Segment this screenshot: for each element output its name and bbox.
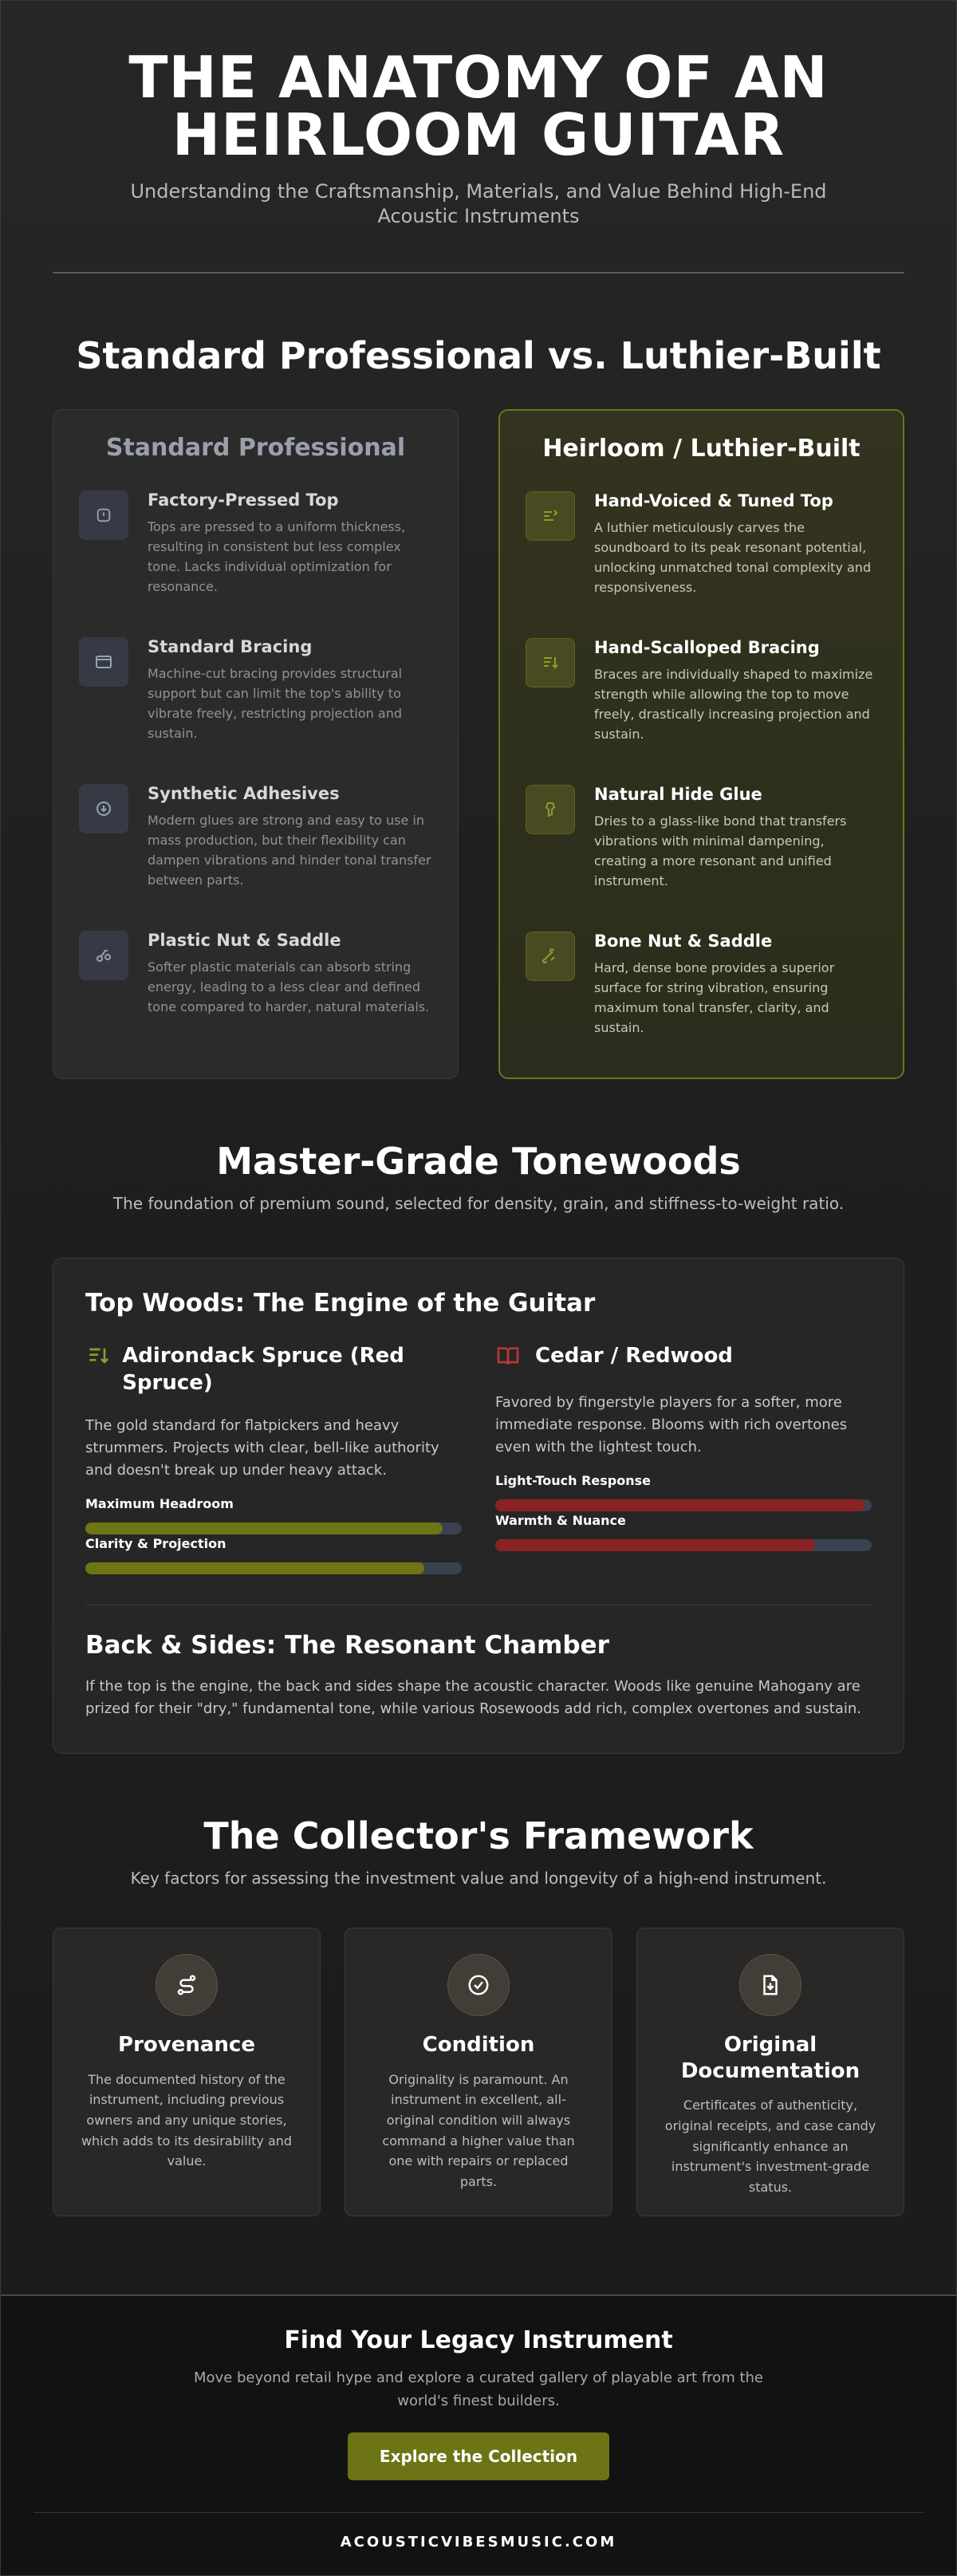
feature-title: Natural Hide Glue xyxy=(594,785,762,805)
collector-card-title: Original Documentation xyxy=(680,2033,861,2083)
footer-title: Find Your Legacy Instrument xyxy=(284,2326,673,2354)
meter-bar xyxy=(85,1522,462,1534)
feature-text: Modern glues are strong and easy to use in mass production, but their flexibility can dampen vibrations and hinder tonal transfer between parts. xyxy=(148,813,431,888)
feature-item xyxy=(79,931,432,1077)
tonewoods-card xyxy=(53,1258,904,1754)
sort-icon xyxy=(85,1343,111,1374)
check-circle-icon xyxy=(447,1954,510,2016)
page-title xyxy=(80,44,877,168)
collector-card-documentation xyxy=(636,1928,904,2216)
heirloom-heading: Heirloom / Luthier-Built xyxy=(542,435,861,463)
divider xyxy=(53,272,904,274)
wood-name: Cedar / Redwood xyxy=(535,1344,733,1369)
title-line-1: THE ANATOMY OF AN xyxy=(128,44,829,111)
bike-icon xyxy=(79,931,128,980)
window-icon xyxy=(79,637,128,687)
meter xyxy=(85,1536,462,1574)
meter-label: Warmth & Nuance xyxy=(495,1512,626,1528)
collector-card-text: Originality is paramount. An instrument in excellent, all-original condition will always command a higher value than one with repairs or replaced parts. xyxy=(382,2071,575,2189)
collector-cards xyxy=(53,1928,904,2216)
feature-text: Hard, dense bone provides a superior surface for string vibration, ensuring maximum tonal transfer, clarity, and sustain. xyxy=(594,960,835,1035)
feature-item xyxy=(526,932,877,1078)
feature-title: Standard Bracing xyxy=(148,637,313,657)
meter xyxy=(495,1513,872,1551)
feature-text: Machine-cut bracing provides structural support but can limit the top's ability to vibrate freely, restricting projection and sustain. xyxy=(148,666,403,741)
sort-icon xyxy=(526,638,575,687)
back-sides-heading: Back & Sides: The Resonant Chamber xyxy=(85,1630,609,1660)
feature-title: Factory-Pressed Top xyxy=(148,490,339,510)
glue-icon xyxy=(526,785,575,834)
wood-item-cedar xyxy=(495,1343,872,1574)
meter-fill xyxy=(495,1539,815,1551)
tuning-icon xyxy=(526,491,575,541)
feature-item xyxy=(79,784,432,931)
standard-card xyxy=(53,409,459,1079)
tag-icon xyxy=(79,490,128,540)
feature-text: Braces are individually shaped to maximize strength while allowing the top to move freely, drastically increasing projection and sustain. xyxy=(594,667,873,742)
comparison-title: Standard Professional vs. Luthier-Built xyxy=(76,334,881,378)
tonewoods-subtitle: The foundation of premium sound, selected for density, grain, and stiffness-to-weight ratio. xyxy=(112,1194,845,1214)
footer-text: Move beyond retail hype and explore a curated gallery of playable art from the world's finest builders. xyxy=(194,2369,763,2409)
hero xyxy=(1,1,956,274)
collector-card-title: Condition xyxy=(422,2033,535,2058)
footer xyxy=(1,2294,956,2575)
wood-description: Favored by fingerstyle players for a softer, more immediate response. Blooms with rich overtones even with the lightest touch. xyxy=(495,1394,848,1455)
meter-bar xyxy=(495,1539,872,1551)
collector-card-text: Certificates of authenticity, original receipts, and case candy significantly enhance an instrument's investment-grade status. xyxy=(664,2097,876,2195)
standard-heading: Standard Professional xyxy=(105,434,406,463)
collector-card-provenance xyxy=(53,1928,321,2216)
feature-item xyxy=(79,490,432,637)
feature-text: Tops are pressed to a uniform thickness, resulting in consistent but less complex tone. Lacks individual optimization for resonance. xyxy=(148,519,406,594)
feature-text: A luthier meticulously carves the soundboard to its peak resonant potential, unlocking unmatched tonal complexity and responsiveness. xyxy=(594,520,872,595)
site-link[interactable]: ACOUSTICVIBESMUSIC.COM xyxy=(340,2533,617,2550)
top-woods-heading: Top Woods: The Engine of the Guitar xyxy=(85,1289,596,1318)
feature-text: Softer plastic materials can absorb string energy, leading to a less clear and defined tone compared to harder, natural materials. xyxy=(148,959,430,1014)
title-line-2: HEIRLOOM GUITAR xyxy=(171,101,786,168)
book-icon xyxy=(495,1343,524,1374)
document-icon xyxy=(739,1954,801,2016)
meter-fill xyxy=(85,1562,424,1574)
meter-label: Maximum Headroom xyxy=(85,1495,234,1511)
feature-title: Hand-Voiced & Tuned Top xyxy=(594,491,833,511)
download-icon xyxy=(79,784,128,833)
back-sides-text: If the top is the engine, the back and sides shape the acoustic character. Woods like genuine Mahogany are prized for their "dry," fundamental tone, while various Rosewoods add rich, complex overtones and sustain. xyxy=(85,1677,862,1718)
meter-label: Clarity & Projection xyxy=(85,1535,226,1551)
collector-card-title: Provenance xyxy=(118,2033,255,2058)
wood-item-spruce xyxy=(85,1343,462,1574)
page-subtitle: Understanding the Craftsmanship, Materials, and Value Behind High-End Acoustic Instruments xyxy=(130,180,827,228)
feature-text: Dries to a glass-like bond that transfers vibrations with minimal dampening, creating a more resonant and unified instrument. xyxy=(594,813,847,888)
meter-bar xyxy=(85,1562,462,1574)
collector-title: The Collector's Framework xyxy=(203,1814,754,1858)
route-icon xyxy=(156,1954,218,2016)
tonewoods-title: Master-Grade Tonewoods xyxy=(216,1140,741,1184)
woods-list xyxy=(85,1343,872,1574)
meter xyxy=(85,1496,462,1534)
meter-bar xyxy=(495,1499,872,1511)
feature-item xyxy=(79,637,432,784)
explore-collection-button[interactable]: Explore the Collection xyxy=(348,2432,609,2480)
heirloom-card xyxy=(498,409,904,1079)
collector-card-text: The documented history of the instrument, including previous owners and any unique stories, which adds to its desirability and value. xyxy=(81,2071,293,2169)
collector-card-condition xyxy=(345,1928,612,2216)
meter xyxy=(495,1473,872,1511)
comparison-columns xyxy=(53,409,904,1079)
feature-item xyxy=(526,491,877,638)
divider xyxy=(33,2512,924,2513)
feature-item xyxy=(526,638,877,785)
feature-title: Hand-Scalloped Bracing xyxy=(594,638,820,658)
collector-subtitle: Key factors for assessing the investment value and longevity of a high-end instrument. xyxy=(130,1869,827,1889)
feature-item xyxy=(526,785,877,932)
feature-title: Bone Nut & Saddle xyxy=(594,932,773,951)
wood-description: The gold standard for flatpickers and heavy strummers. Projects with clear, bell-like authority and doesn't break up under heavy attack. xyxy=(85,1416,439,1479)
wood-name: Adirondack Spruce (Red Spruce) xyxy=(122,1344,404,1396)
bone-icon xyxy=(526,932,575,981)
meter-fill xyxy=(495,1499,864,1511)
meter-label: Light-Touch Response xyxy=(495,1472,651,1488)
feature-title: Plastic Nut & Saddle xyxy=(148,931,341,951)
meter-fill xyxy=(85,1522,443,1534)
feature-title: Synthetic Adhesives xyxy=(148,784,340,804)
